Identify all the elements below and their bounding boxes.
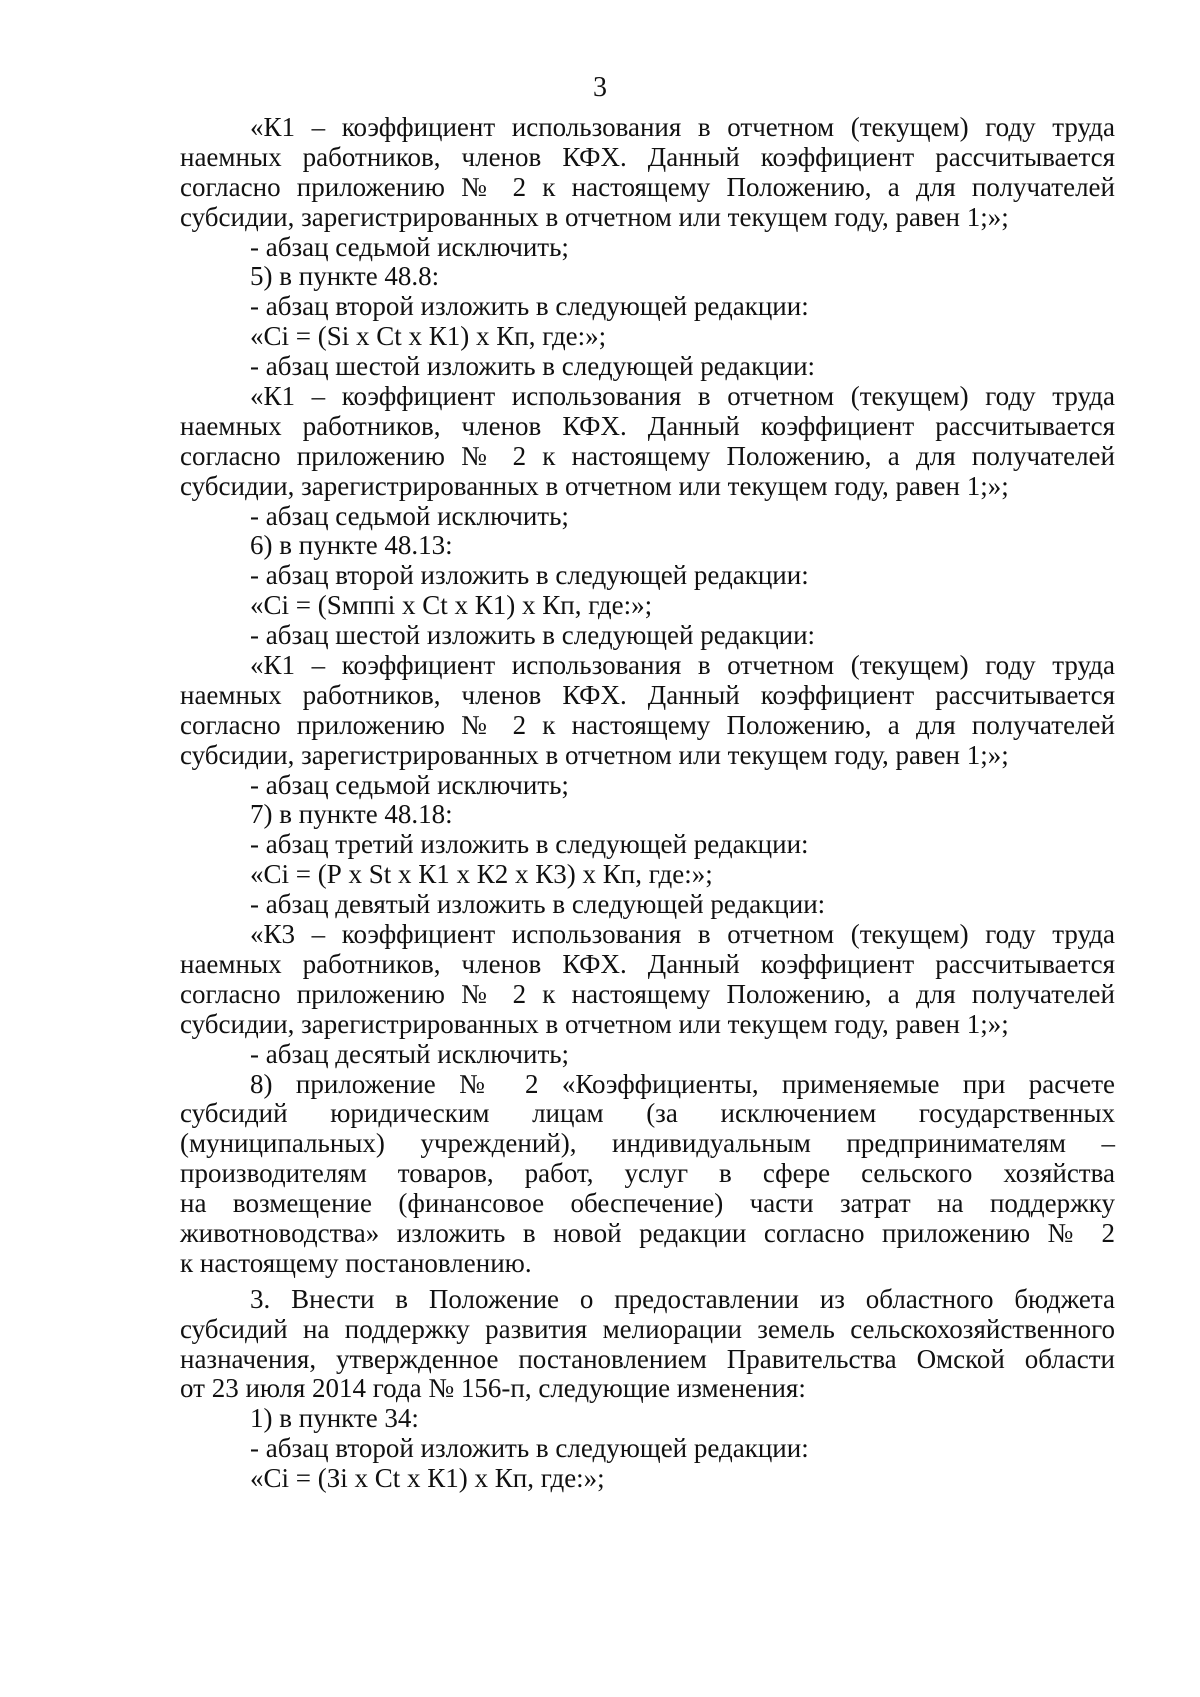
text-line: «Ci = (Sмппi х Ct х К1) х Кп, где:»;: [250, 590, 653, 621]
text-line: 6) в пункте 48.13:: [250, 530, 453, 561]
text-line: - абзац седьмой исключить;: [250, 769, 569, 800]
text-line: «К1 – коэффициент использования в отчетном (текущем) году труда: [250, 112, 1115, 142]
text-line: «К1 – коэффициент использования в отчетном (текущем) году труда: [250, 381, 1115, 412]
text-line: наемных работников, членов КФХ. Данный коэффициент рассчитывается: [180, 948, 1115, 979]
text-line: «К1 – коэффициент использования в отчетном (текущем) году труда: [250, 650, 1115, 681]
text-line: - абзац десятый исключить;: [250, 1038, 570, 1069]
text-line: - абзац второй изложить в следующей редакции:: [250, 291, 809, 322]
text-line: субсидии, зарегистрированных в отчетном или текущем году, равен 1;»;: [180, 470, 1009, 501]
text-line: 8) приложение № 2 «Коэффициенты, применяемые при расчете: [250, 1068, 1115, 1099]
text-line: субсидии, зарегистрированных в отчетном или текущем году, равен 1;»;: [180, 739, 1009, 770]
text-line: согласно приложению № 2 к настоящему Положению, а для получателей: [180, 709, 1115, 740]
text-line: субсидий юридическим лицам (за исключением государственных: [180, 1098, 1115, 1129]
text-line: субсидий на поддержку развития мелиорации земель сельскохозяйственного: [180, 1313, 1115, 1344]
text-line: - абзац седьмой исключить;: [250, 500, 569, 531]
text-line: согласно приложению № 2 к настоящему Положению, а для получателей: [180, 440, 1115, 471]
text-line: «К3 – коэффициент использования в отчетном (текущем) году труда: [250, 919, 1115, 950]
text-line: наемных работников, членов КФХ. Данный коэффициент рассчитывается: [180, 679, 1115, 710]
text-line: - абзац девятый изложить в следующей редакции:: [250, 889, 826, 920]
text-line: 7) в пункте 48.18:: [250, 799, 453, 830]
text-line: согласно приложению № 2 к настоящему Положению, а для получателей: [180, 978, 1115, 1009]
text-line: субсидии, зарегистрированных в отчетном или текущем году, равен 1;»;: [180, 201, 1009, 232]
text-line: 5) в пункте 48.8:: [250, 261, 440, 292]
text-line: на возмещение (финансовое обеспечение) части затрат на поддержку: [180, 1188, 1115, 1219]
text-line: - абзац шестой изложить в следующей редакции:: [250, 620, 816, 651]
text-line: производителям товаров, работ, услуг в сфере сельского хозяйства: [180, 1158, 1115, 1189]
text-line: согласно приложению № 2 к настоящему Положению, а для получателей: [180, 171, 1115, 202]
text-line: «Ci = (Р х St х К1 х К2 х К3) х Кп, где:»;: [250, 859, 713, 890]
text-line: - абзац шестой изложить в следующей редакции:: [250, 351, 816, 382]
text-line: назначения, утвержденное постановлением Правительства Омской области: [180, 1343, 1115, 1374]
text-line: от 23 июля 2014 года № 156-п, следующие изменения:: [180, 1373, 806, 1404]
text-line: (муниципальных) учреждений), индивидуальным предпринимателям –: [180, 1128, 1115, 1159]
text-line: субсидии, зарегистрированных в отчетном или текущем году, равен 1;»;: [180, 1008, 1009, 1039]
text-line: - абзац второй изложить в следующей редакции:: [250, 560, 809, 591]
text-line: наемных работников, членов КФХ. Данный коэффициент рассчитывается: [180, 410, 1115, 441]
text-line: наемных работников, членов КФХ. Данный коэффициент рассчитывается: [180, 141, 1115, 172]
text-line: 1) в пункте 34:: [250, 1403, 419, 1434]
text-line: - абзац седьмой исключить;: [250, 231, 569, 262]
page-number: 3: [593, 72, 607, 103]
text-line: - абзац второй изложить в следующей редакции:: [250, 1433, 809, 1464]
text-line: «Ci = (Зi х Ct х К1) х Кп, где:»;: [250, 1463, 605, 1494]
text-line: 3. Внести в Положение о предоставлении из областного бюджета: [250, 1283, 1115, 1314]
text-line: «Ci = (Si х Ct х К1) х Кп, где:»;: [250, 321, 607, 352]
text-line: - абзац третий изложить в следующей редакции:: [250, 829, 809, 860]
text-line: животноводства» изложить в новой редакции согласно приложению № 2: [180, 1217, 1115, 1248]
document-body: [180, 113, 1115, 1494]
text-line: к настоящему постановлению.: [180, 1247, 532, 1278]
